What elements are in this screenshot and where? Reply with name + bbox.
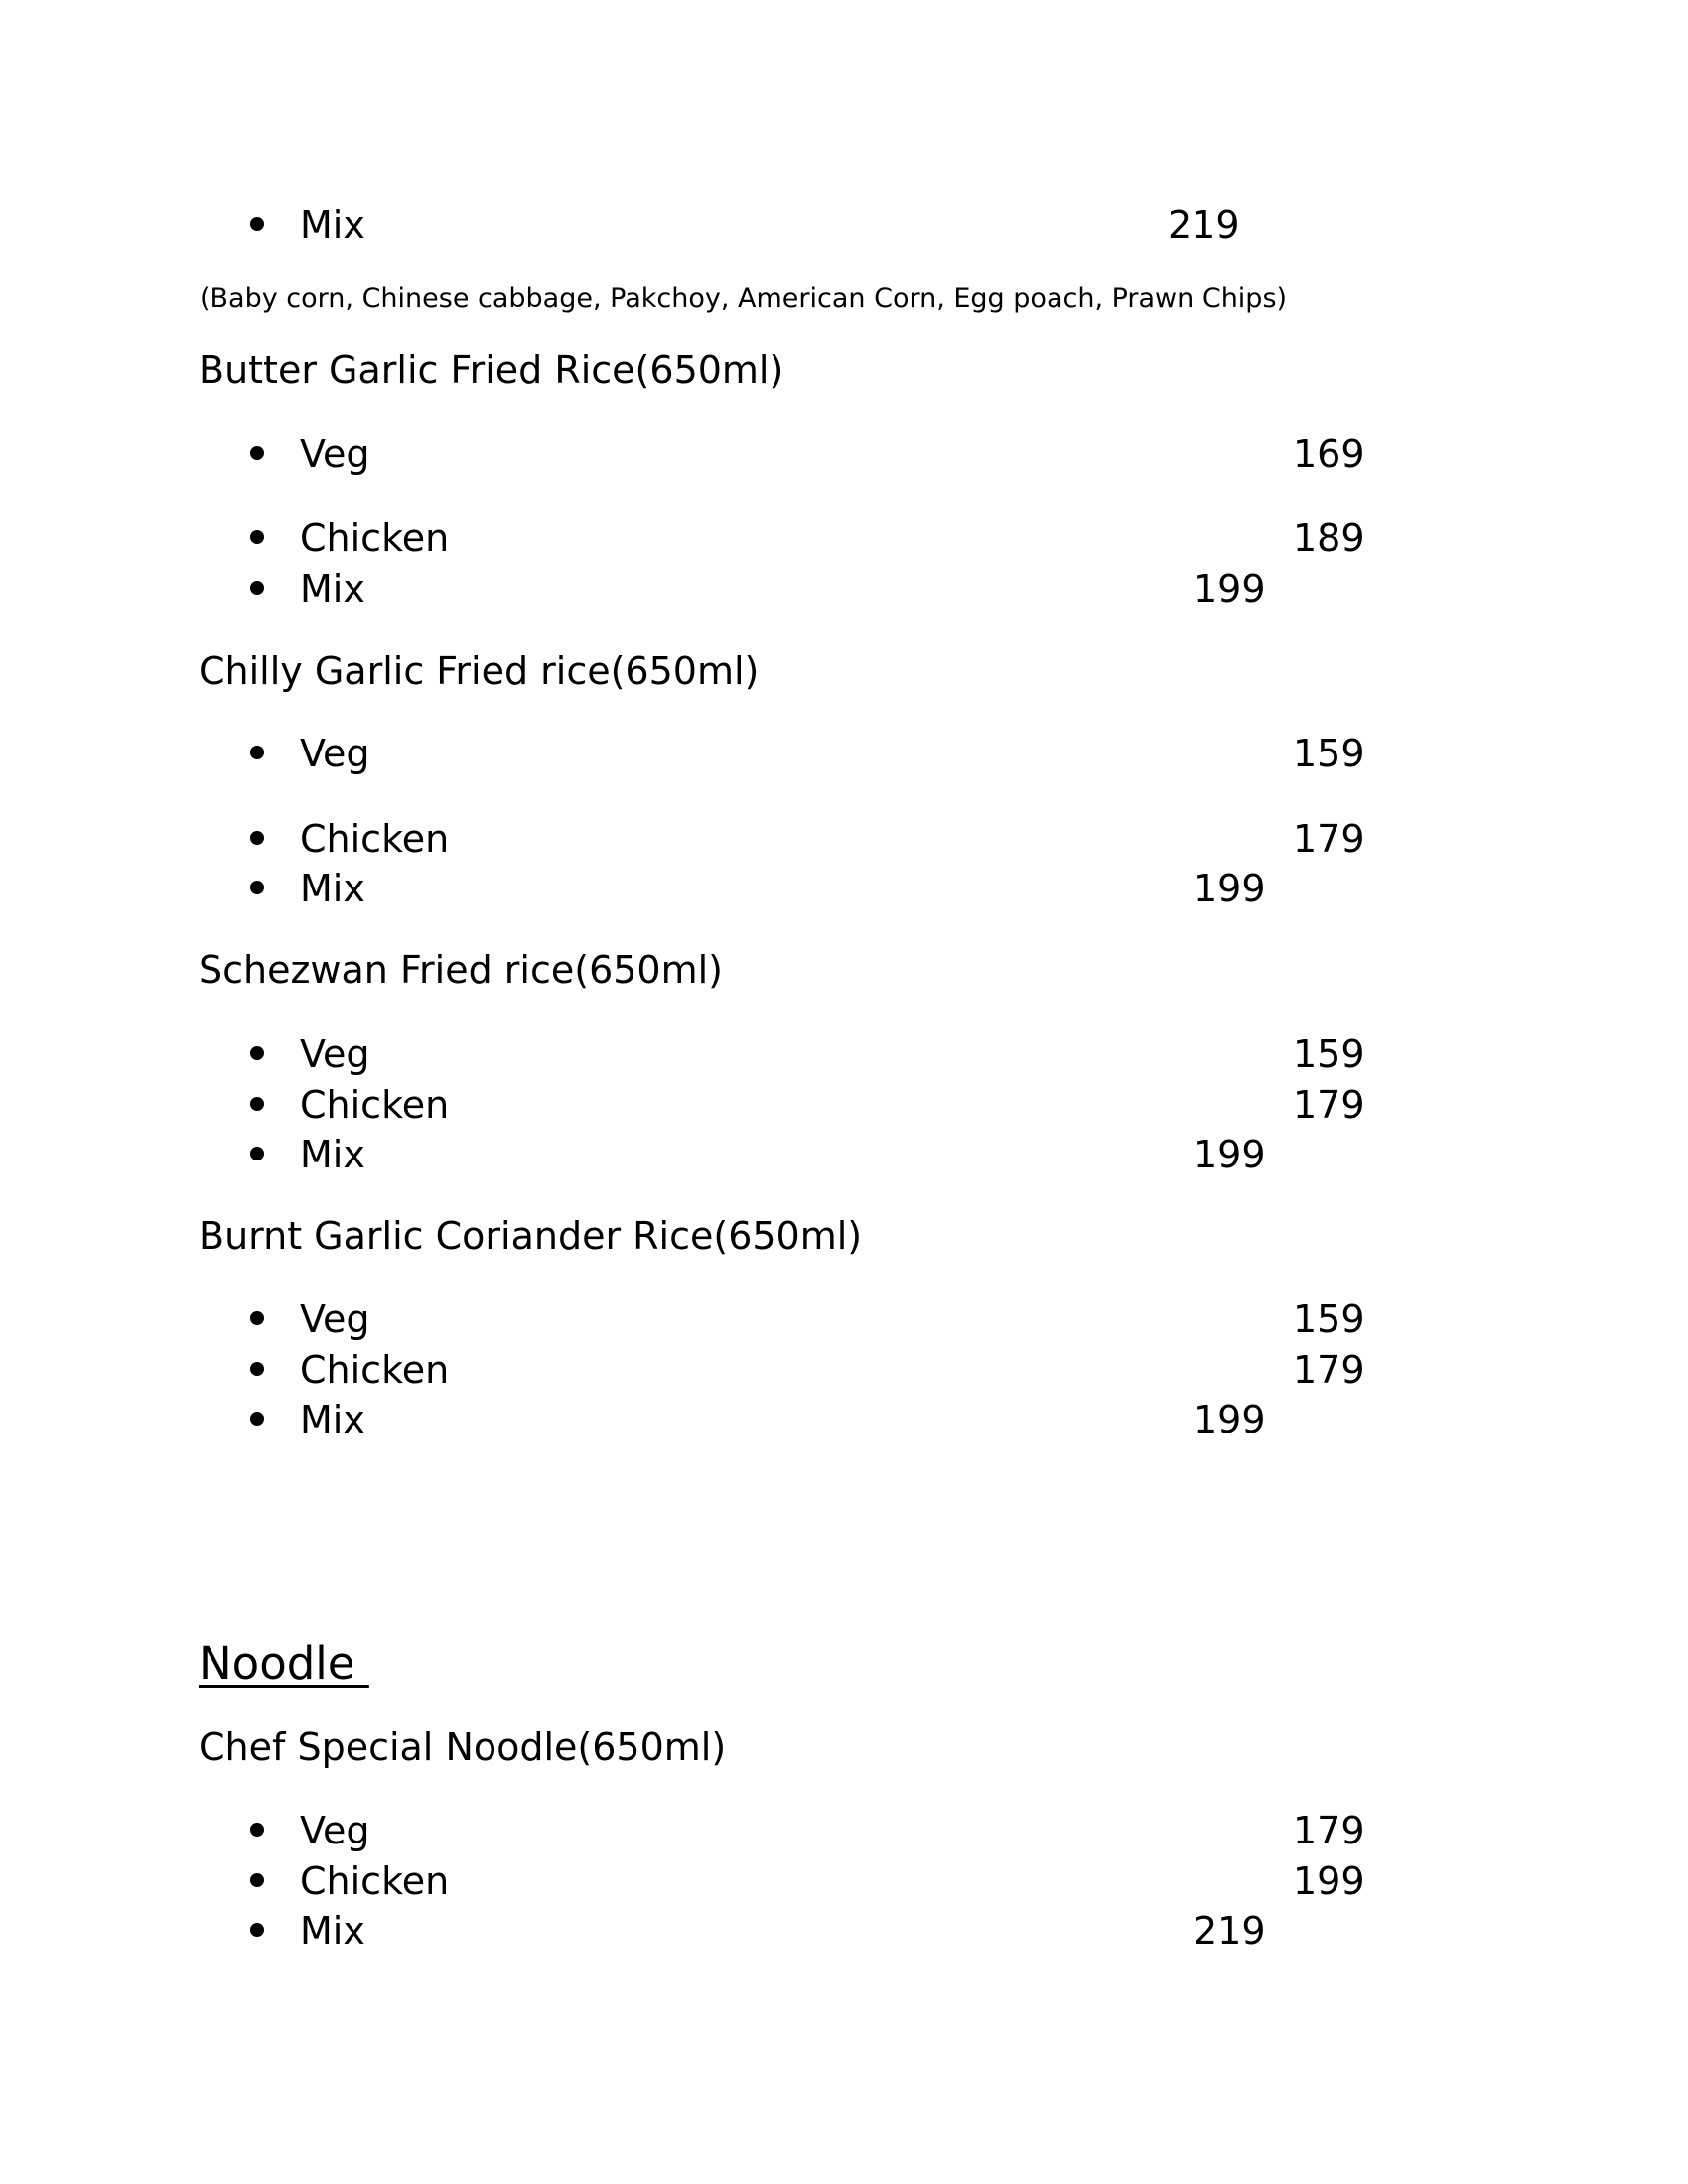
bullet-icon [250, 530, 264, 544]
item-label: Veg [300, 732, 370, 775]
item-price: 179 [1293, 1348, 1365, 1392]
item-price: 199 [1194, 1133, 1266, 1176]
item-label: Mix [300, 204, 365, 247]
bullet-icon [250, 1147, 264, 1160]
bullet-icon [250, 1823, 264, 1837]
bullet-icon [250, 746, 264, 759]
item-label: Veg [300, 432, 370, 476]
item-label: Mix [300, 1398, 365, 1441]
item-price: 169 [1293, 432, 1365, 476]
item-label: Mix [300, 1133, 365, 1176]
item-price: 199 [1194, 1398, 1266, 1441]
dish-title: Schezwan Fried rice(650ml) [199, 948, 724, 992]
item-label: Veg [300, 1297, 370, 1341]
dish-title: Chef Special Noodle(650ml) [199, 1725, 727, 1769]
item-label: Mix [300, 867, 365, 910]
item-price: 179 [1293, 817, 1365, 861]
item-label: Chicken [300, 1859, 450, 1903]
item-price: 189 [1293, 516, 1365, 560]
item-price: 159 [1293, 732, 1365, 775]
item-price: 199 [1194, 867, 1266, 910]
ingredients-note: (Baby corn, Chinese cabbage, Pakchoy, American Corn, Egg poach, Prawn Chips) [200, 283, 1288, 314]
item-label: Veg [300, 1809, 370, 1852]
bullet-icon [250, 1046, 264, 1060]
bullet-icon [250, 581, 264, 595]
bullet-icon [250, 446, 264, 460]
section-title: Noodle [199, 1637, 369, 1690]
bullet-icon [250, 1873, 264, 1887]
bullet-icon [250, 881, 264, 894]
item-label: Veg [300, 1032, 370, 1076]
dish-title: Burnt Garlic Coriander Rice(650ml) [199, 1214, 863, 1258]
item-price: 179 [1293, 1809, 1365, 1852]
item-price: 219 [1194, 1909, 1266, 1953]
item-label: Chicken [300, 1348, 450, 1392]
dish-title: Butter Garlic Fried Rice(650ml) [199, 348, 784, 392]
bullet-icon [250, 831, 264, 845]
bullet-icon [250, 1923, 264, 1937]
bullet-icon [250, 1311, 264, 1325]
item-label: Chicken [300, 1083, 450, 1127]
bullet-icon [250, 1362, 264, 1376]
item-price: 159 [1293, 1297, 1365, 1341]
bullet-icon [250, 1412, 264, 1426]
item-price: 199 [1194, 567, 1266, 611]
bullet-icon [250, 217, 264, 231]
item-price: 179 [1293, 1083, 1365, 1127]
item-price: 219 [1168, 204, 1240, 247]
item-price: 159 [1293, 1032, 1365, 1076]
item-label: Mix [300, 567, 365, 611]
item-label: Chicken [300, 516, 450, 560]
bullet-icon [250, 1097, 264, 1111]
dish-title: Chilly Garlic Fried rice(650ml) [199, 649, 760, 693]
item-label: Chicken [300, 817, 450, 861]
item-price: 199 [1293, 1859, 1365, 1903]
item-label: Mix [300, 1909, 365, 1953]
